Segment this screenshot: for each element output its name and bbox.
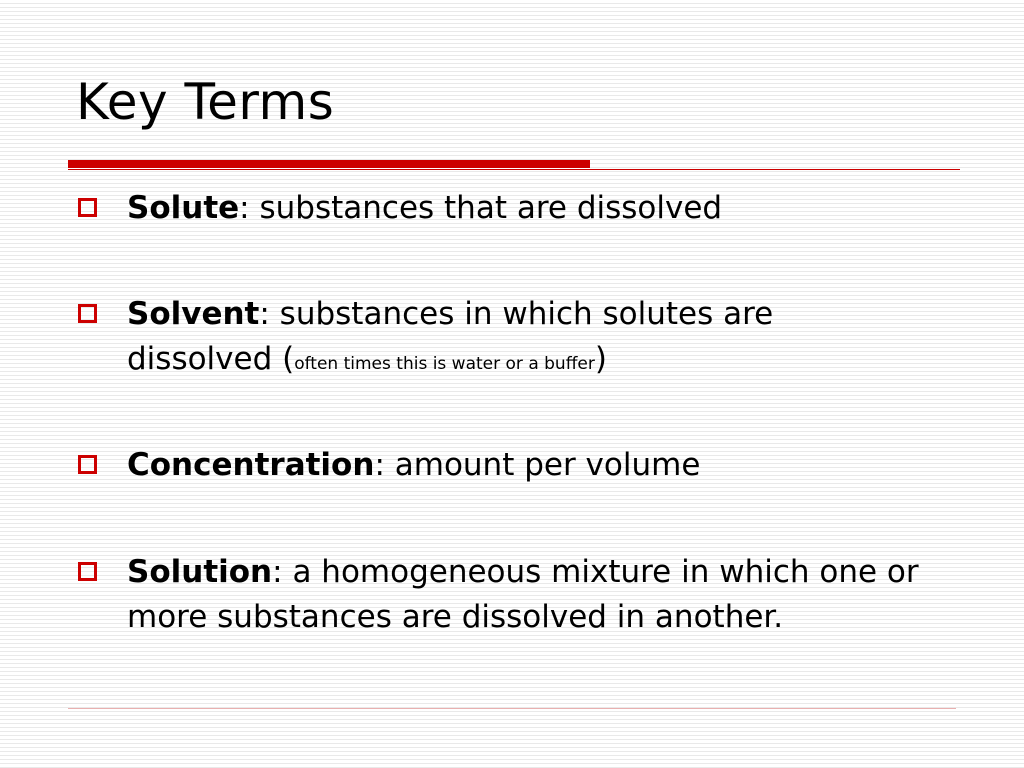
term-label: Solute: [127, 190, 240, 226]
term-label: Concentration: [127, 447, 375, 483]
slide-title: Key Terms: [76, 73, 335, 131]
term-definition: amount per volume: [384, 447, 701, 483]
hollow-square-icon: [78, 455, 97, 474]
hollow-square-icon: [78, 562, 97, 581]
term-closing: ): [594, 341, 607, 377]
term-definition: substances that are dissolved: [249, 190, 723, 226]
footer-divider: [68, 708, 956, 709]
bullet-text: [127, 292, 927, 387]
term-label: Solvent: [127, 296, 260, 332]
hollow-square-icon: [78, 304, 97, 323]
term-separator: :: [272, 554, 283, 590]
bullet-text: [127, 186, 927, 231]
term-separator: :: [239, 190, 250, 226]
bullet-text: [127, 550, 927, 640]
hollow-square-icon: [78, 198, 97, 217]
bullet-text: [127, 443, 927, 488]
term-label: Solution: [127, 554, 273, 590]
term-definition: substances in which solutes are dissolved (: [127, 296, 774, 377]
term-separator: :: [374, 447, 385, 483]
term-definition: a homogeneous mixture in which one or more substances are dissolved in another.: [127, 554, 919, 635]
term-note: often times this is water or a buffer: [294, 354, 595, 374]
term-separator: :: [259, 296, 270, 332]
